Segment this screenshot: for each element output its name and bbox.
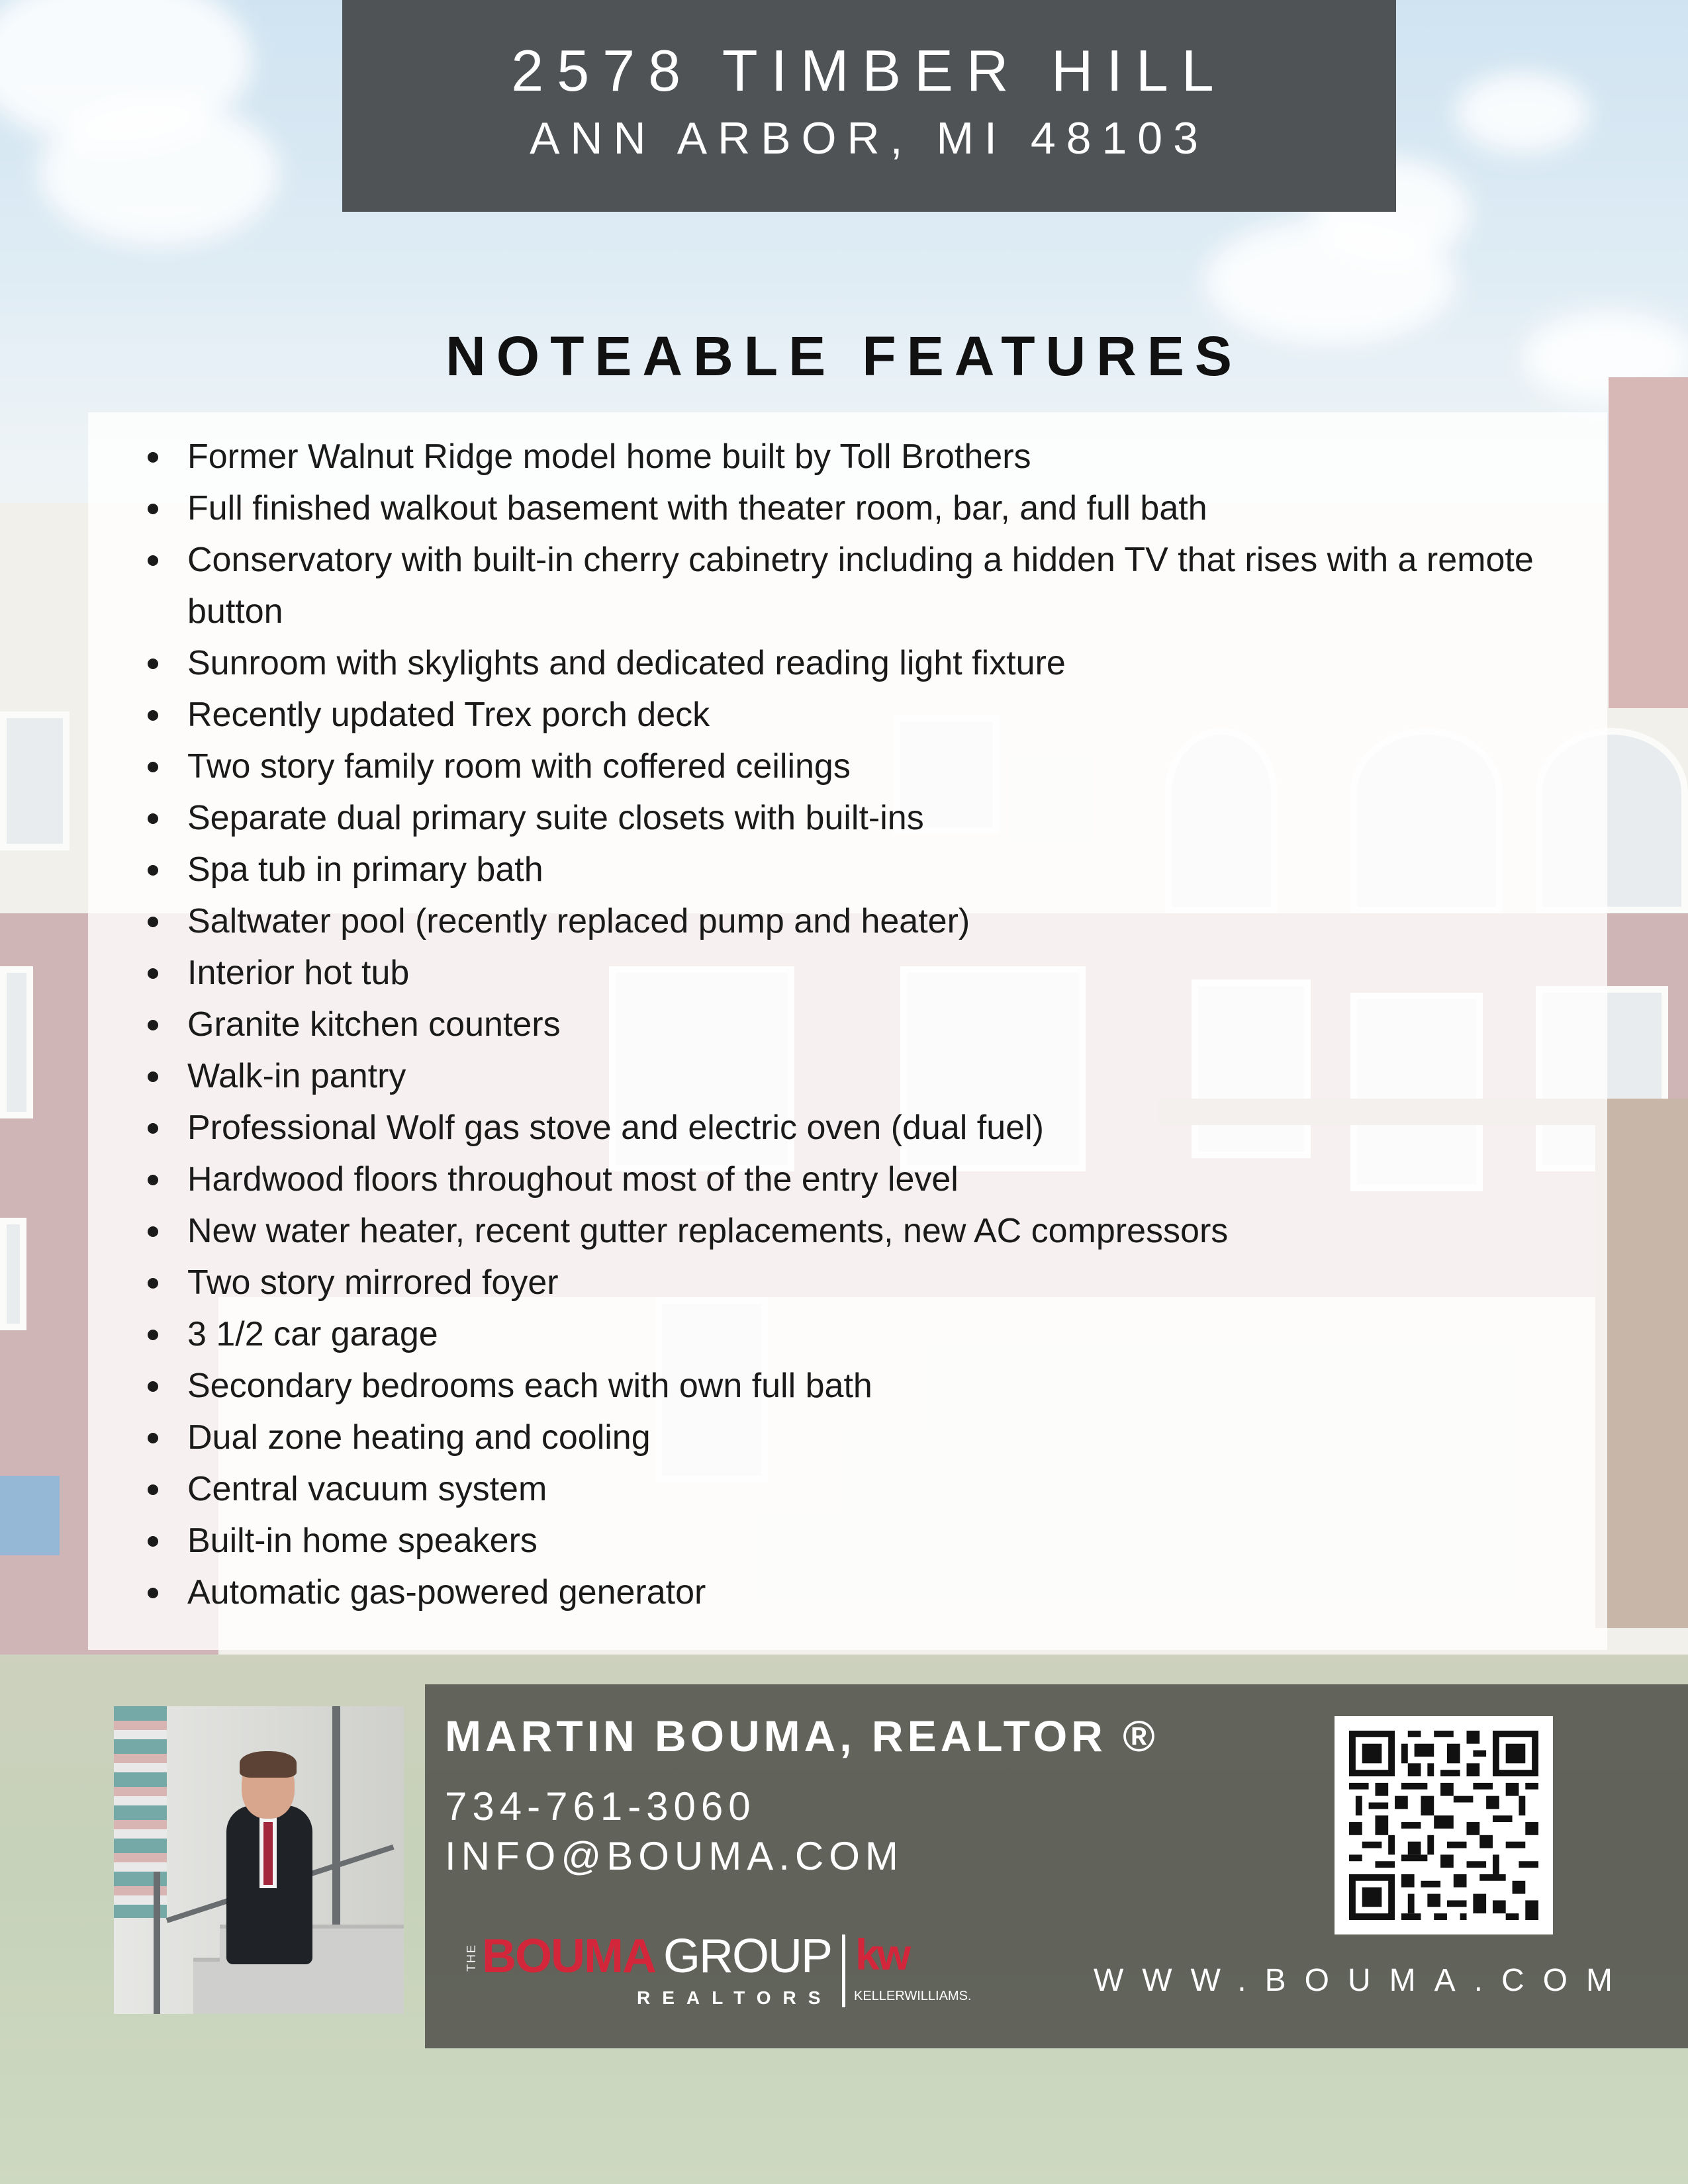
feature-text: 3 1/2 car garage [187, 1315, 438, 1353]
bullet-icon [148, 1588, 158, 1598]
bullet-icon [148, 1330, 158, 1340]
bullet-icon [148, 555, 158, 566]
bullet-icon [148, 968, 158, 979]
feature-item [134, 1050, 1597, 1102]
feature-text: Saltwater pool (recently replaced pump and heater) [187, 902, 970, 940]
feature-item [134, 741, 1597, 792]
feature-text: Recently updated Trex porch deck [187, 696, 710, 734]
feature-text: Central vacuum system [187, 1470, 547, 1508]
feature-text: Secondary bedrooms each with own full bath [187, 1367, 872, 1405]
bullet-icon [148, 1278, 158, 1289]
feature-text: New water heater, recent gutter replacements, new AC compressors [187, 1212, 1229, 1250]
city-state-zip: ANN ARBOR, MI 48103 [530, 113, 1209, 163]
bullet-icon [148, 762, 158, 772]
bullet-icon [148, 1536, 158, 1547]
feature-item [134, 999, 1597, 1050]
feature-text: Conservatory with built-in cherry cabinetry including a hidden TV that rises with a remote button [187, 541, 1534, 631]
feature-text: Walk-in pantry [187, 1057, 406, 1095]
agent-phone[interactable]: 734-761-3060 [445, 1784, 756, 1829]
feature-text: Automatic gas-powered generator [187, 1573, 706, 1612]
features-card [88, 412, 1607, 1650]
bullet-icon [148, 1123, 158, 1134]
bullet-icon [148, 1226, 158, 1237]
feature-item [134, 637, 1597, 689]
feature-item [134, 1412, 1597, 1463]
logo-divider [842, 1934, 845, 2007]
feature-text: Interior hot tub [187, 954, 410, 992]
bullet-icon [148, 813, 158, 824]
feature-text: Hardwood floors throughout most of the entry level [187, 1160, 959, 1199]
bullet-icon [148, 865, 158, 876]
bullet-icon [148, 1175, 158, 1185]
logo-the: THE [465, 1944, 478, 1972]
logo-realtors: REALTORS [637, 1987, 833, 2008]
feature-item [134, 534, 1597, 637]
feature-text: Sunroom with skylights and dedicated reading light fixture [187, 644, 1066, 682]
address-header [342, 0, 1396, 212]
agent-name: MARTIN BOUMA, REALTOR ® [445, 1711, 1159, 1760]
feature-item [134, 947, 1597, 999]
feature-item [134, 1257, 1597, 1308]
feature-item [134, 1515, 1597, 1567]
bullet-icon [148, 1020, 158, 1030]
feature-item [134, 1102, 1597, 1154]
agent-email[interactable]: INFO@BOUMA.COM [445, 1834, 904, 1878]
feature-text: Separate dual primary suite closets with built-ins [187, 799, 924, 837]
logo-kw: kw [855, 1930, 909, 1979]
bullet-icon [148, 917, 158, 927]
logo-keller-williams: KELLERWILLIAMS. [854, 1989, 972, 2003]
feature-item [134, 431, 1597, 482]
feature-text: Full finished walkout basement with theater room, bar, and full bath [187, 489, 1207, 527]
bouma-group-logo [465, 1929, 972, 2015]
feature-text: Built-in home speakers [187, 1522, 538, 1560]
bullet-icon [148, 710, 158, 721]
street-address: 2578 TIMBER HILL [511, 38, 1227, 103]
feature-item [134, 1205, 1597, 1257]
qr-code-icon[interactable] [1335, 1716, 1553, 1934]
agent-contact-card [425, 1684, 1688, 2048]
feature-item [134, 1154, 1597, 1205]
feature-text: Two story mirrored foyer [187, 1263, 559, 1302]
bullet-icon [148, 1381, 158, 1392]
agent-photo [114, 1706, 404, 2014]
features-list [134, 431, 1597, 1618]
bullet-icon [148, 452, 158, 463]
feature-text: Professional Wolf gas stove and electric oven (dual fuel) [187, 1109, 1044, 1147]
bullet-icon [148, 1071, 158, 1082]
feature-item [134, 1567, 1597, 1618]
feature-item [134, 1308, 1597, 1360]
bullet-icon [148, 1433, 158, 1443]
bullet-icon [148, 659, 158, 669]
logo-bouma: BOUMA [482, 1930, 655, 1983]
feature-text: Granite kitchen counters [187, 1005, 561, 1044]
feature-text: Dual zone heating and cooling [187, 1418, 651, 1457]
feature-item [134, 792, 1597, 844]
feature-item [134, 895, 1597, 947]
feature-text: Two story family room with coffered ceilings [187, 747, 851, 786]
feature-item [134, 689, 1597, 741]
feature-item [134, 482, 1597, 534]
feature-item [134, 844, 1597, 895]
features-title: NOTEABLE FEATURES [445, 325, 1243, 387]
feature-item [134, 1360, 1597, 1412]
website-link[interactable]: WWW.BOUMA.COM [1094, 1963, 1631, 1998]
bullet-icon [148, 1484, 158, 1495]
bullet-icon [148, 504, 158, 514]
logo-group: GROUP [663, 1930, 832, 1983]
feature-item [134, 1463, 1597, 1515]
feature-text: Spa tub in primary bath [187, 850, 543, 889]
feature-text: Former Walnut Ridge model home built by Toll Brothers [187, 437, 1031, 476]
